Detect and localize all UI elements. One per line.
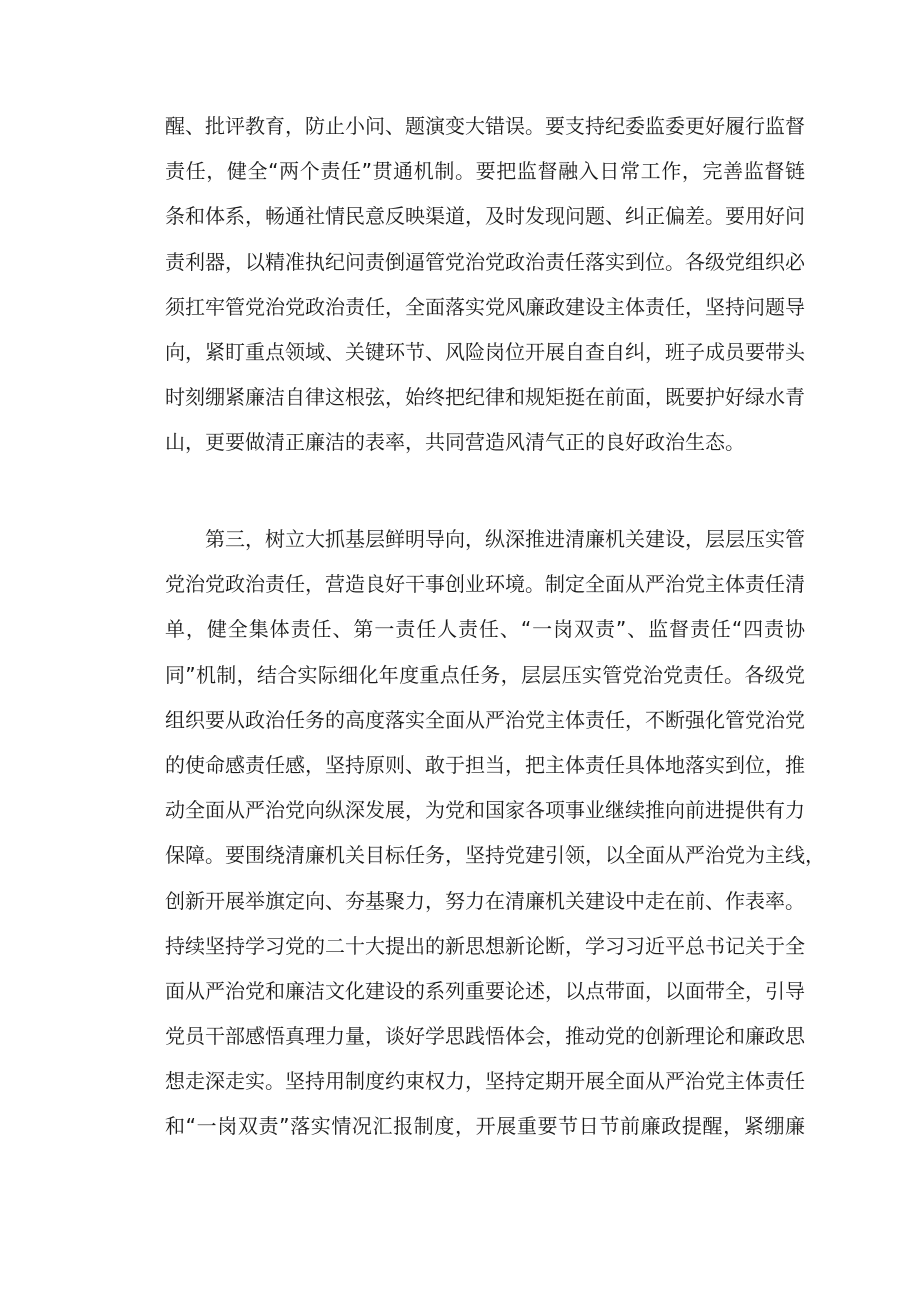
paragraph-1 <box>165 104 805 466</box>
text-line: 想走深走实。坚持用制度约束权力，坚持定期开展全面从严治党主体责任 <box>165 1069 805 1094</box>
text-line: 动全面从严治党向纵深发展，为党和国家各项事业继续推向前进提供有力 <box>165 798 805 823</box>
text-line: 持续坚持学习党的二十大提出的新思想新论断，学习习近平总书记关于全 <box>165 933 805 958</box>
text-line: 保障。要围绕清廉机关目标任务，坚持党建引领，以全面从严治党为主线， <box>165 843 825 868</box>
text-line: 党员干部感悟真理力量，谈好学思践悟体会，推动党的创新理论和廉政思 <box>165 1024 805 1049</box>
text-line: 和“一岗双责”落实情况汇报制度，开展重要节日节前廉政提醒，紧绷廉 <box>165 1114 805 1139</box>
text-line: 醒、批评教育，防止小问、题演变大错误。要支持纪委监委更好履行监督 <box>165 114 805 138</box>
text-line: 面从严治党和廉洁文化建设的系列重要论述，以点带面，以面带全，引导 <box>165 978 805 1003</box>
text-line: 责利器，以精准执纪问责倒逼管党治党政治责任落实到位。各级党组织必 <box>165 249 805 274</box>
text-line: 组织要从政治任务的高度落实全面从严治党主体责任，不断强化管党治党 <box>165 707 805 732</box>
text-line: 山，更要做清正廉洁的表率，共同营造风清气正的良好政治生态。 <box>165 430 745 455</box>
text-line: 党治党政治责任，营造良好干事创业环境。制定全面从严治党主体责任清 <box>165 572 805 597</box>
text-line: 单，健全集体责任、第一责任人责任、“一岗双责”、监督责任“四责协 <box>165 617 805 642</box>
text-line: 责任，健全“两个责任”贯通机制。要把监督融入日常工作，完善监督链 <box>165 159 805 184</box>
text-line: 第三，树立大抓基层鲜明导向，纵深推进清廉机关建设，层层压实管 <box>165 527 805 551</box>
text-line: 的使命感责任感，坚持原则、敢于担当，把主体责任具体地落实到位，推 <box>165 752 805 777</box>
text-line: 向，紧盯重点领域、关键环节、风险岗位开展自查自纠，班子成员要带头 <box>165 339 805 364</box>
paragraph-2 <box>165 517 825 1150</box>
text-line: 同”机制，结合实际细化年度重点任务，层层压实管党治党责任。各级党 <box>165 662 805 687</box>
text-line: 时刻绷紧廉洁自律这根弦，始终把纪律和规矩挺在前面，既要护好绿水青 <box>165 385 805 410</box>
text-line: 创新开展举旗定向、夯基聚力，努力在清廉机关建设中走在前、作表率。 <box>165 888 805 913</box>
text-line: 须扛牢管党治党政治责任，全面落实党风廉政建设主体责任，坚持问题导 <box>165 294 805 319</box>
text-line: 条和体系，畅通社情民意反映渠道，及时发现问题、纠正偏差。要用好问 <box>165 204 805 229</box>
